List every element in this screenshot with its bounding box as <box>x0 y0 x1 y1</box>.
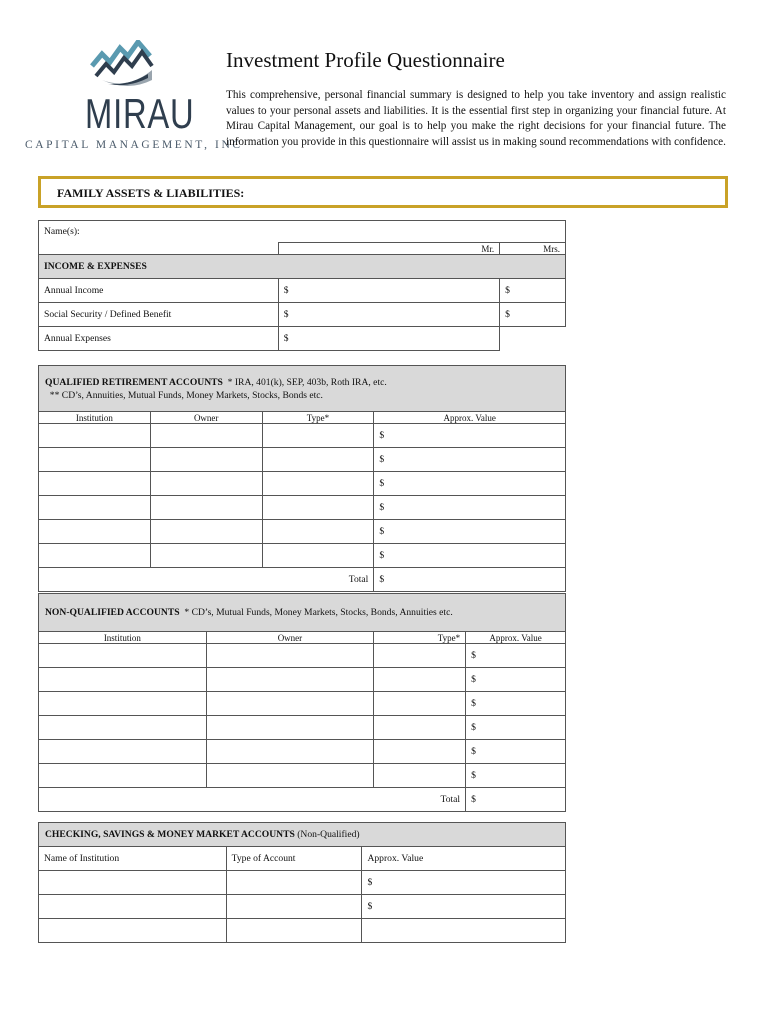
checking-title: CHECKING, SAVINGS & MONEY MARKET ACCOUNTS <box>45 829 295 840</box>
annual-income-mr-field[interactable]: $ <box>278 279 499 303</box>
q-value-field[interactable]: $ <box>374 472 566 496</box>
table-row <box>39 871 566 895</box>
q-value-field[interactable]: $ <box>374 496 566 520</box>
annual-income-label: Annual Income <box>39 279 279 303</box>
nq-total-label: Total <box>39 788 466 812</box>
table-row <box>39 716 566 740</box>
page-title: Investment Profile Questionnaire <box>226 48 505 72</box>
nq-col-owner: Owner <box>206 632 374 644</box>
qualified-note1: * IRA, 401(k), SEP, 403b, Roth IRA, etc. <box>227 376 387 388</box>
table-row <box>39 424 566 448</box>
table-row <box>39 740 566 764</box>
nq-value-field[interactable]: $ <box>466 644 566 668</box>
c-col-value: Approx. Value <box>362 847 566 871</box>
nq-value-field[interactable]: $ <box>466 764 566 788</box>
nonqualified-note: * CD’s, Mutual Funds, Money Markets, Stocks, Bonds, Annuities etc. <box>184 607 453 618</box>
nonqualified-section-header <box>39 594 566 632</box>
q-col-owner: Owner <box>150 412 262 424</box>
nq-col-value: Approx. Value <box>466 632 566 644</box>
q-total-field[interactable]: $ <box>374 568 566 592</box>
names-field[interactable] <box>39 221 566 243</box>
income-expenses-header: INCOME & EXPENSES <box>39 255 566 279</box>
logo-wordmark: MIRAU <box>85 90 195 137</box>
table-row <box>39 919 566 943</box>
q-col-institution: Institution <box>39 412 151 424</box>
q-value-field[interactable]: $ <box>374 448 566 472</box>
nq-col-type: Type* <box>374 632 466 644</box>
banner-label: FAMILY ASSETS & LIABILITIES: <box>57 186 245 200</box>
annual-expenses-field[interactable]: $ <box>278 327 499 351</box>
social-security-mr-field[interactable]: $ <box>278 303 499 327</box>
table-row <box>39 520 566 544</box>
intro-paragraph: This comprehensive, personal financial summary is designed to help you take inventory and assign realistic values to your personal assets and liabilities. It is the essential first step in organizing your financial future. At Mirau Capital Management, our goal is to help you make the right decisions for your financial future. The information you provide in this questionnaire will assist us in making sound recommendations with confidence. <box>226 89 726 148</box>
nq-total-field[interactable]: $ <box>466 788 566 812</box>
annual-income-mrs-field[interactable]: $ <box>500 279 566 303</box>
table-row <box>39 692 566 716</box>
q-value-field[interactable]: $ <box>374 520 566 544</box>
names-label: Name(s): <box>44 226 80 237</box>
logo-subtitle: CAPITAL MANAGEMENT, INC <box>25 139 243 151</box>
table-row <box>39 764 566 788</box>
nq-value-field[interactable]: $ <box>466 740 566 764</box>
mrs-header: Mrs. <box>500 243 566 255</box>
social-security-label: Social Security / Defined Benefit <box>39 303 279 327</box>
qualified-note2: ** CD’s, Annuities, Mutual Funds, Money Markets, Stocks, Bonds etc. <box>49 389 323 401</box>
family-assets-banner <box>38 176 728 208</box>
mr-header: Mr. <box>278 243 499 255</box>
nonqualified-title: NON-QUALIFIED ACCOUNTS <box>45 607 180 618</box>
c-value-field[interactable]: $ <box>362 895 566 919</box>
family-income-table <box>38 220 566 351</box>
qualified-section-header <box>39 366 566 412</box>
table-row <box>39 668 566 692</box>
checking-suffix: (Non-Qualified) <box>297 829 360 840</box>
c-value-field[interactable]: $ <box>362 871 566 895</box>
nq-col-institution: Institution <box>39 632 207 644</box>
annual-expenses-label: Annual Expenses <box>39 327 279 351</box>
nq-value-field[interactable]: $ <box>466 668 566 692</box>
q-col-type: Type* <box>262 412 374 424</box>
q-value-field[interactable]: $ <box>374 544 566 568</box>
table-row <box>39 448 566 472</box>
nonqualified-accounts-table <box>38 593 566 812</box>
mirau-logo-mark-icon <box>88 40 158 90</box>
qualified-title: QUALIFIED RETIREMENT ACCOUNTS <box>45 376 223 388</box>
q-value-field[interactable]: $ <box>374 424 566 448</box>
table-row <box>39 472 566 496</box>
nq-value-field[interactable]: $ <box>466 692 566 716</box>
q-col-value: Approx. Value <box>374 412 566 424</box>
nq-value-field[interactable]: $ <box>466 716 566 740</box>
table-row <box>39 496 566 520</box>
checking-section-header <box>39 823 566 847</box>
c-col-institution: Name of Institution <box>39 847 227 871</box>
c-col-type: Type of Account <box>226 847 362 871</box>
q-total-label: Total <box>39 568 374 592</box>
table-row <box>39 544 566 568</box>
table-row <box>39 644 566 668</box>
table-row <box>39 895 566 919</box>
checking-accounts-table <box>38 822 566 943</box>
social-security-mrs-field[interactable]: $ <box>500 303 566 327</box>
qualified-accounts-table <box>38 365 566 592</box>
